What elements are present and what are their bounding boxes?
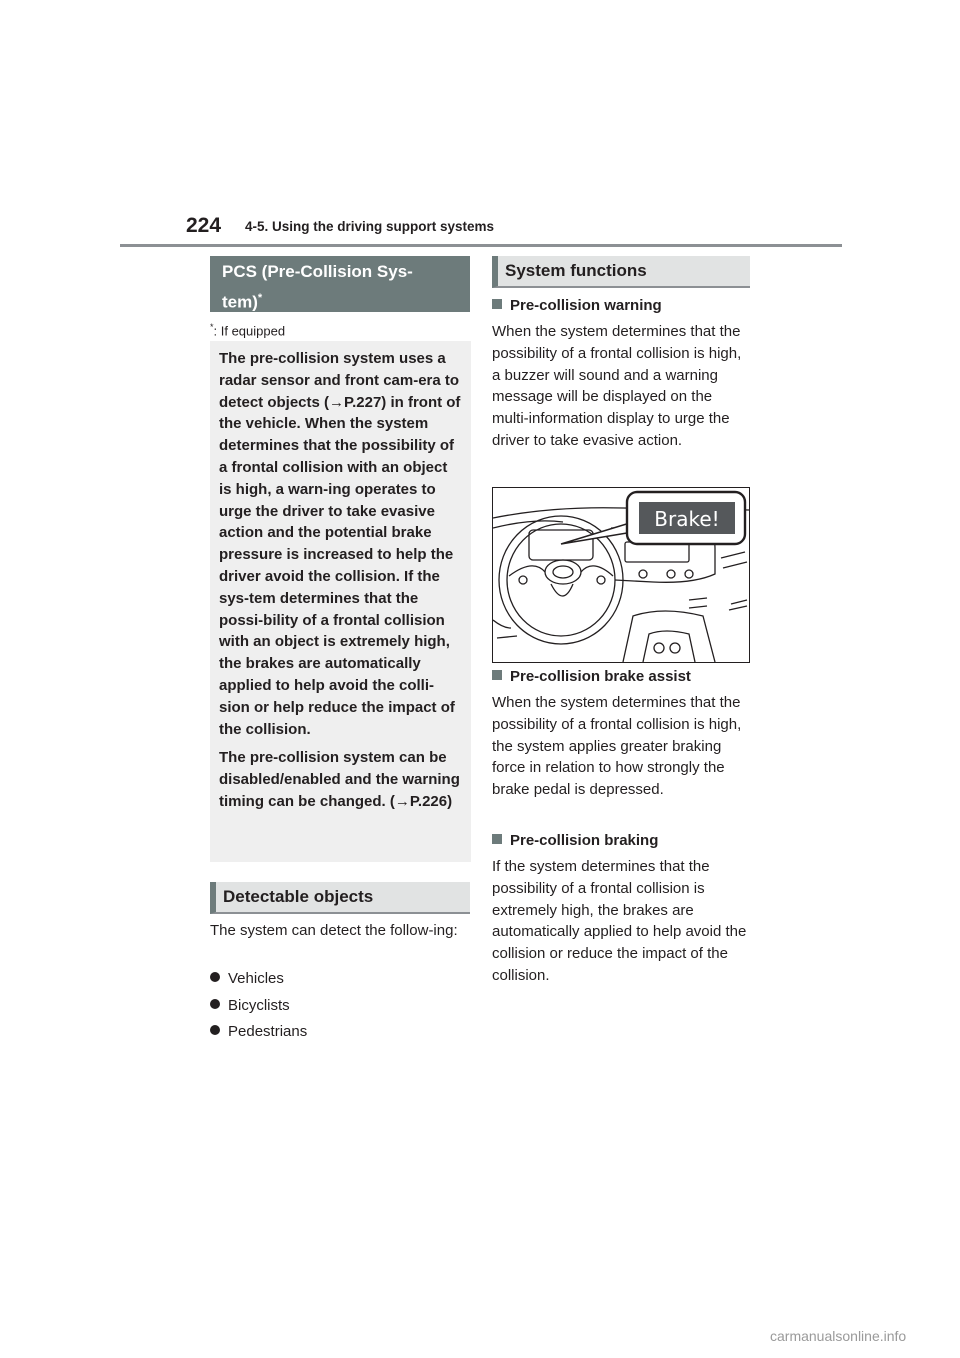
list-item-label: Bicyclists bbox=[228, 996, 290, 1014]
pre-collision-brake-assist-text: When the system determines that the possibility of a frontal collision is high, the system applies greater braking force in relation to how strongly the brake pedal is depressed. bbox=[492, 694, 742, 799]
detectable-objects-heading: Detectable objects bbox=[210, 882, 470, 914]
pre-collision-brake-assist-title bbox=[492, 666, 691, 687]
list-item bbox=[210, 968, 307, 995]
bullet-icon bbox=[210, 972, 220, 982]
pcs-intro-paragraph-1: The pre-collision system uses a radar sensor and front cam-era to detect objects (→P.227) in front of the vehicle. When the system determines that the possibility of a frontal collision with an object is high, a warn-ing operates to urge the driver to take evasive action and the potential brake pressure is increased to help the driver avoid the collision. If the sys-tem determines that the possi-bility of a frontal collision with an object is extremely high, the brakes are automatically applied to help avoid the colli-sion or help reduce the impact of the collision. bbox=[219, 350, 461, 738]
footnote bbox=[210, 322, 285, 338]
warning-title-text: Pre-collision warning bbox=[510, 297, 662, 314]
dashboard-brake-warning-illustration bbox=[492, 487, 750, 663]
pre-collision-warning-text: When the system determines that the possibility of a frontal collision is high, a buzzer will sound and a warning message will be displayed on the multi-information display to urge the driver to take evasive action. bbox=[492, 323, 742, 449]
braking-title-text: Pre-collision braking bbox=[510, 832, 659, 849]
pre-collision-braking-text: If the system determines that the possibility of a frontal collision is extremely high, the brakes are automatically applied to help avoid the collision or reduce the impact of the collision. bbox=[492, 858, 747, 984]
footnote-mark: * bbox=[210, 322, 214, 332]
detectable-intro-text: The system can detect the follow-ing: bbox=[210, 922, 458, 939]
pre-collision-warning-title bbox=[492, 295, 662, 316]
list-item bbox=[210, 995, 307, 1022]
detectable-objects-list bbox=[210, 968, 307, 1048]
bullet-icon bbox=[210, 999, 220, 1009]
system-functions-heading: System functions bbox=[492, 256, 750, 288]
square-bullet-icon bbox=[492, 834, 502, 844]
pcs-heading-text: PCS (Pre-Collision Sys- tem) bbox=[222, 262, 413, 312]
pcs-section-heading bbox=[210, 256, 470, 312]
dashboard-illustration-icon bbox=[493, 488, 749, 662]
list-item bbox=[210, 1021, 307, 1048]
footnote-text: : If equipped bbox=[213, 323, 286, 339]
list-item-label: Vehicles bbox=[228, 970, 284, 987]
square-bullet-icon bbox=[492, 299, 502, 309]
chapter-title: 4-5. Using the driving support systems bbox=[245, 219, 495, 234]
pcs-heading-footnote-mark: * bbox=[257, 292, 263, 304]
pcs-intro-paragraph-2: The pre-collision system can be disabled/enabled and the warning timing can be changed. (→P.226) bbox=[219, 749, 460, 810]
square-bullet-icon bbox=[492, 670, 502, 680]
assist-title-text: Pre-collision brake assist bbox=[510, 668, 691, 685]
brake-warning-label: Brake! bbox=[654, 507, 720, 531]
pcs-intro-box bbox=[210, 341, 471, 862]
page-number: 224 bbox=[186, 214, 222, 237]
watermark: carmanualsonline.info bbox=[770, 1328, 907, 1344]
bullet-icon bbox=[210, 1025, 220, 1035]
list-item-label: Pedestrians bbox=[228, 1023, 308, 1040]
pre-collision-braking-title bbox=[492, 830, 658, 851]
header-divider bbox=[120, 244, 842, 247]
